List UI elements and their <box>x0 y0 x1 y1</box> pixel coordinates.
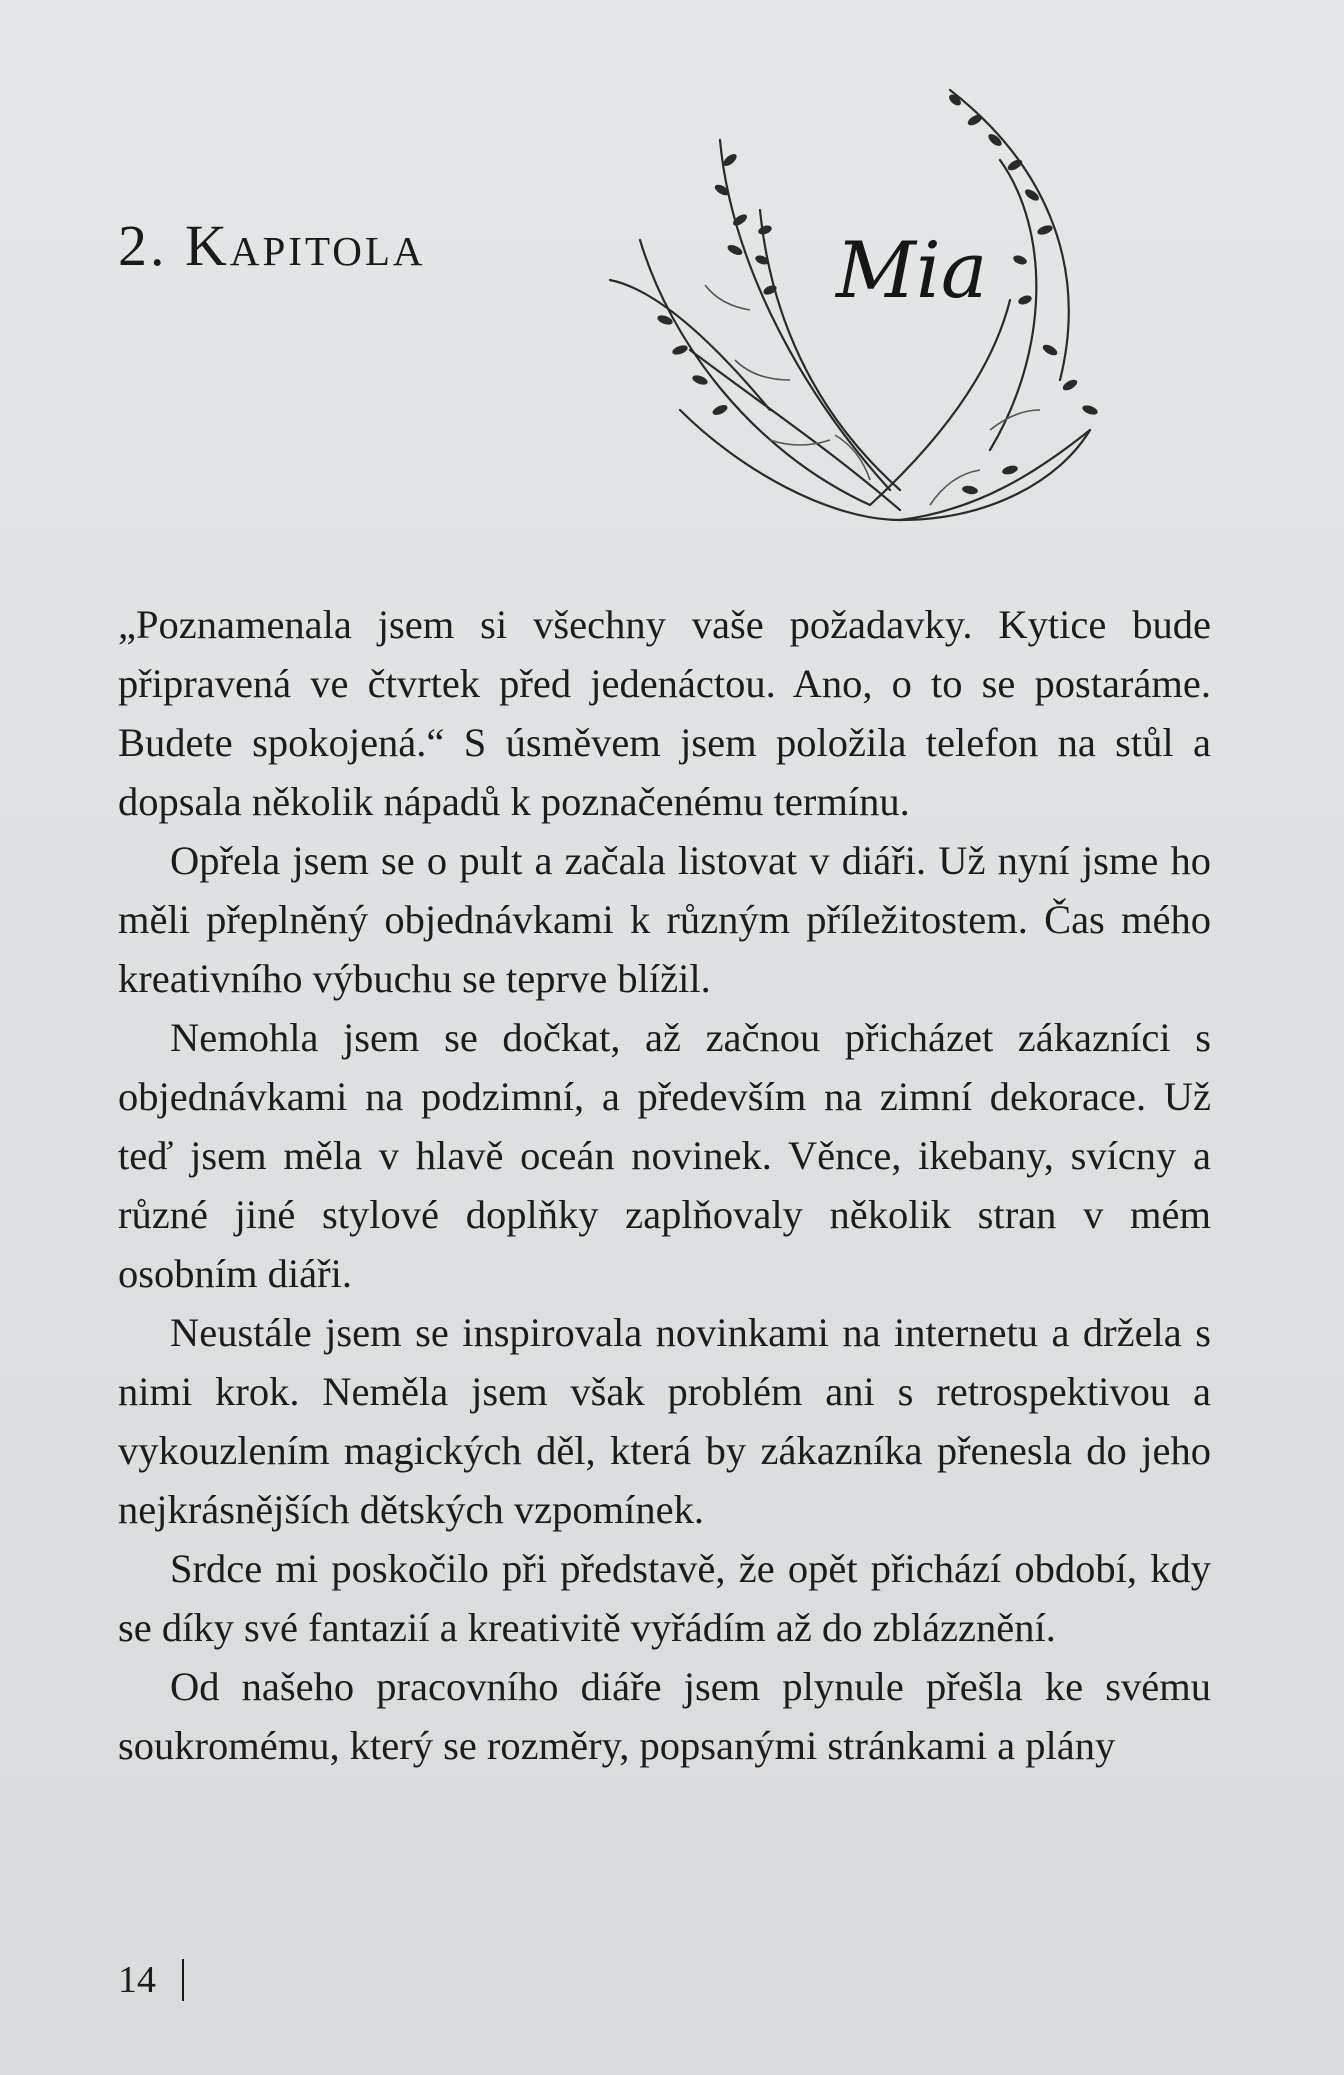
chapter-name: Mia <box>836 226 988 316</box>
paragraph: Nemohla jsem se dočkat, až začnou přicházet zákazníci s objednávkami na podzimní, a především na zimní dekorace. Už teď jsem měla v hlavě oceán novinek. Věnce, ikebany, svícny a různé jiné stylové doplňky zaplňovaly několik stran v mém osobním diáři. <box>118 1015 1211 1296</box>
paragraph: „Poznamenala jsem si všechny vaše požadavky. Kytice bude připravená ve čtvrtek před jedenáctou. Ano, o to se postaráme. Budete spokojená.“ S úsměvem jsem položila telefon na stůl a dopsala několik nápadů k poznačenému termínu. <box>118 602 1211 824</box>
paragraph: Opřela jsem se o pult a začala listovat v diáři. Už nyní jsme ho měli přeplněný objednávkami k různým příležitostem. Čas mého kreativního výbuchu se teprve blížil. <box>118 838 1211 1001</box>
chapter-body <box>118 595 1211 1775</box>
paragraph: Od našeho pracovního diáře jsem plynule přešla ke svému soukromému, který se rozměry, popsanými stránkami a plány <box>118 1664 1211 1768</box>
folio-divider <box>182 1959 184 2001</box>
chapter-heading: 2. Kapitola <box>118 213 426 278</box>
paragraph: Neustále jsem se inspirovala novinkami na internetu a držela s nimi krok. Neměla jsem však problém ani s retrospektivou a vykouzlením magických děl, která by zákazníka přenesla do jeho nejkrásnějších dětských vzpomínek. <box>118 1310 1211 1532</box>
paragraph: Srdce mi poskočilo při představě, že opět přichází období, kdy se díky své fantazií a kreativitě vyřádím až do zblázznění. <box>118 1546 1211 1650</box>
page-number: 14 <box>118 1959 156 2001</box>
page-footer <box>118 1958 184 2002</box>
